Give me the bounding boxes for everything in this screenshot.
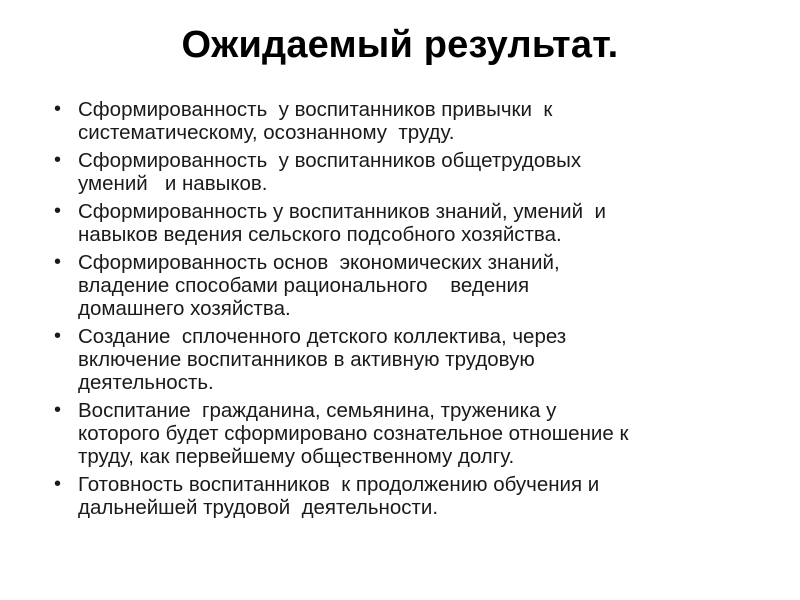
bullet-item xyxy=(52,149,772,195)
bullet-dot: • xyxy=(54,399,62,421)
bullet-text-line: включение воспитанников в активную трудовую xyxy=(78,348,535,371)
bullet-text-line: владение способами рационального ведения xyxy=(78,274,530,297)
bullet-text-line: Сформированность у воспитанников общетрудовых xyxy=(78,149,582,172)
bullet-text-line: Сформированность у воспитанников знаний, умений и xyxy=(78,200,606,223)
bullet-text-line: систематическому, осознанному труду. xyxy=(78,121,455,144)
bullet-text-line: труду, как первейшему общественному долгу. xyxy=(78,445,515,468)
bullet-text-line: Создание сплоченного детского коллектива, через xyxy=(78,325,567,348)
bullet-text-line: Готовность воспитанников к продолжению обучения и xyxy=(78,473,600,496)
bullet-dot: • xyxy=(54,251,62,273)
bullet-item xyxy=(52,473,772,519)
slide-title: Ожидаемый результат. xyxy=(181,24,619,66)
bullet-item xyxy=(52,399,772,468)
bullet-text-line: Воспитание гражданина, семьянина, труженика у xyxy=(78,399,557,422)
bullet-dot: • xyxy=(54,325,62,347)
bullet-text-line: деятельность. xyxy=(78,371,214,394)
bullet-list xyxy=(52,98,772,524)
bullet-text-line: умений и навыков. xyxy=(78,172,268,195)
bullet-item xyxy=(52,98,772,144)
bullet-text-line: дальнейшей трудовой деятельности. xyxy=(78,496,439,519)
bullet-item xyxy=(52,325,772,394)
bullet-item xyxy=(52,251,772,320)
bullet-dot: • xyxy=(54,473,62,495)
bullet-dot: • xyxy=(54,200,62,222)
bullet-dot: • xyxy=(54,149,62,171)
bullet-text-line: Сформированность основ экономических знаний, xyxy=(78,251,560,274)
bullet-text-line: домашнего хозяйства. xyxy=(78,297,291,320)
bullet-dot: • xyxy=(54,98,62,120)
bullet-text-line: навыков ведения сельского подсобного хозяйства. xyxy=(78,223,562,246)
bullet-text-line: которого будет сформировано сознательное отношение к xyxy=(78,422,629,445)
bullet-item xyxy=(52,200,772,246)
bullet-text-line: Сформированность у воспитанников привычки к xyxy=(78,98,553,121)
